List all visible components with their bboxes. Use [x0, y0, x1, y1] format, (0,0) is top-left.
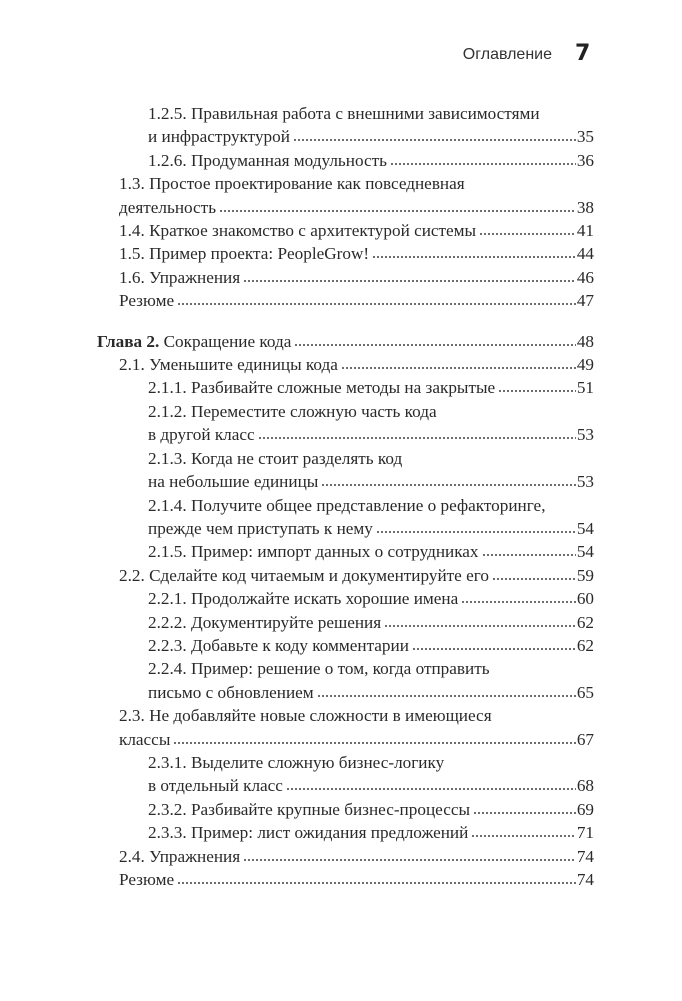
- toc-entry: [97, 798, 594, 821]
- entry-page-number: 62: [576, 612, 594, 632]
- entry-last-line: [119, 868, 594, 891]
- entry-page-number: 46: [576, 267, 594, 287]
- entry-title-line: Резюме: [119, 870, 175, 889]
- entry-page-number: 71: [576, 823, 594, 843]
- dot-leader: [341, 366, 576, 370]
- entry-page-number: 51: [576, 378, 594, 398]
- dot-leader: [412, 647, 576, 651]
- toc-entry: [97, 219, 594, 242]
- entry-last-line: [148, 125, 594, 148]
- entry-title-line: 2.2.2. Документируйте решения: [148, 612, 382, 632]
- entry-last-line: [148, 540, 594, 563]
- entry-page-number: 74: [576, 846, 594, 866]
- entry-title-line: 2.2.3. Добавьте к коду комментарии: [148, 635, 409, 655]
- entry-last-line: [148, 376, 594, 399]
- entry-last-line: [119, 845, 594, 868]
- toc-entry: [97, 611, 594, 634]
- dot-leader: [243, 279, 576, 283]
- entry-title-line: в другой класс: [148, 425, 255, 445]
- entry-title-line: прежде чем приступать к нему: [148, 518, 373, 538]
- dot-leader: [321, 483, 575, 487]
- entry-last-line: [119, 564, 594, 587]
- entry-title-line: деятельность: [119, 197, 217, 217]
- dot-leader: [473, 811, 576, 815]
- entry-title-line: 2.1.3. Когда не стоит разделять код: [148, 448, 403, 468]
- table-of-contents: [97, 102, 594, 891]
- entry-page-number: 67: [576, 729, 594, 749]
- entry-page-number: 54: [576, 542, 594, 562]
- entry-page-number: 35: [576, 127, 594, 147]
- dot-leader: [479, 232, 576, 236]
- entry-page-number: 65: [576, 682, 594, 702]
- entry-title-line: 2.1. Уменьшите единицы кода: [119, 355, 338, 375]
- entry-page-number: 48: [576, 331, 594, 351]
- dot-leader: [286, 787, 576, 791]
- entry-last-line: [148, 681, 594, 704]
- entry-page-number: 53: [576, 425, 594, 445]
- entry-title-line: письмо с обновлением: [148, 682, 314, 702]
- toc-entry: [97, 634, 594, 657]
- toc-entry: [97, 540, 594, 563]
- entry-last-line: [148, 423, 594, 446]
- toc-entry: [97, 242, 594, 265]
- dot-leader: [173, 741, 575, 745]
- entry-page-number: 60: [576, 589, 594, 609]
- entry-page-number: 36: [576, 150, 594, 170]
- entry-last-line: [148, 587, 594, 610]
- dot-leader: [471, 834, 575, 838]
- entry-last-line: [148, 149, 594, 172]
- dot-leader: [482, 553, 576, 557]
- entry-page-number: 53: [576, 472, 594, 492]
- dot-leader: [243, 858, 576, 862]
- entry-title-line: 2.1.5. Пример: импорт данных о сотрудниках: [148, 542, 479, 562]
- entry-title-line: на небольшие единицы: [148, 472, 319, 492]
- entry-title-line: в отдельный класс: [148, 776, 283, 796]
- entry-title-line: 1.2.5. Правильная работа с внешними зависимостями: [148, 104, 540, 123]
- dot-leader: [177, 881, 576, 885]
- entry-title-line: 2.3.3. Пример: лист ожидания предложений: [148, 823, 469, 843]
- dot-leader: [219, 209, 576, 213]
- toc-entry: [97, 330, 594, 353]
- dot-leader: [384, 624, 576, 628]
- entry-title-line: 2.3.2. Разбивайте крупные бизнес-процессы: [148, 799, 471, 819]
- entry-last-line: [119, 196, 594, 219]
- entry-page-number: 44: [576, 244, 594, 264]
- dot-leader: [376, 530, 576, 534]
- entry-last-line: [119, 289, 594, 312]
- toc-entry: [97, 447, 594, 494]
- entry-title-line: 2.2. Сделайте код читаемым и документируйте его: [119, 565, 489, 585]
- entry-page-number: 62: [576, 635, 594, 655]
- toc-entry: [97, 172, 594, 219]
- entry-title-line: и инфраструктурой: [148, 127, 290, 147]
- entry-title-line: 1.3. Простое проектирование как повседневная: [119, 174, 465, 194]
- toc-entry: [97, 376, 594, 399]
- toc-entry: [97, 657, 594, 704]
- toc-entry: [97, 821, 594, 844]
- dot-leader: [492, 577, 576, 581]
- entry-title-line: 2.3.1. Выделите сложную бизнес-логику: [148, 752, 445, 772]
- entry-page-number: 38: [576, 197, 594, 217]
- dot-leader: [177, 302, 576, 306]
- entry-title-line: 2.2.4. Пример: решение о том, когда отправить: [148, 659, 490, 679]
- toc-entry: [97, 704, 594, 751]
- dot-leader: [317, 694, 576, 698]
- chapter-prefix: Глава 2.: [97, 331, 160, 351]
- entry-title-line: 2.1.2. Переместите сложную часть кода: [148, 401, 437, 421]
- toc-entry: [97, 102, 594, 149]
- entry-last-line: [119, 728, 594, 751]
- entry-page-number: 69: [576, 799, 594, 819]
- dot-leader: [461, 600, 576, 604]
- page-number: 7: [575, 41, 591, 66]
- toc-entry: [97, 289, 594, 312]
- entry-last-line: [148, 821, 594, 844]
- entry-last-line: [119, 266, 594, 289]
- entry-title-line: 2.1.1. Разбивайте сложные методы на закрытые: [148, 378, 496, 398]
- entry-last-line: [97, 330, 594, 353]
- entry-last-line: [148, 634, 594, 657]
- entry-title-line: 1.2.6. Продуманная модульность: [148, 150, 387, 170]
- entry-last-line: [119, 353, 594, 376]
- entry-title-line: классы: [119, 729, 171, 749]
- entry-page-number: 54: [576, 518, 594, 538]
- entry-title-line: Сокращение кода: [163, 331, 292, 351]
- entry-page-number: 47: [576, 291, 594, 311]
- entry-last-line: [148, 798, 594, 821]
- entry-page-number: 68: [576, 776, 594, 796]
- entry-page-number: 74: [576, 870, 594, 889]
- toc-entry: [97, 587, 594, 610]
- entry-page-number: 49: [576, 355, 594, 375]
- entry-last-line: [119, 242, 594, 265]
- dot-leader: [293, 138, 576, 142]
- entry-title-line: Резюме: [119, 291, 175, 311]
- dot-leader: [498, 389, 576, 393]
- entry-title-line: 2.3. Не добавляйте новые сложности в имеющиеся: [119, 706, 492, 726]
- toc-entry: [97, 353, 594, 376]
- dot-leader: [390, 162, 576, 166]
- entry-title-line: 1.4. Краткое знакомство с архитектурой системы: [119, 221, 477, 241]
- entry-last-line: [119, 219, 594, 242]
- dot-leader: [372, 255, 576, 259]
- running-header: [0, 41, 682, 70]
- toc-entry: [97, 266, 594, 289]
- toc-entry: [97, 149, 594, 172]
- entry-title-line: 1.6. Упражнения: [119, 267, 241, 287]
- entry-last-line: [148, 517, 594, 540]
- toc-entry: [97, 845, 594, 868]
- entry-title-line: 1.5. Пример проекта: PeopleGrow!: [119, 244, 370, 264]
- dot-leader: [294, 343, 575, 347]
- entry-last-line: [148, 611, 594, 634]
- entry-last-line: [148, 774, 594, 797]
- toc-entry: [97, 564, 594, 587]
- toc-entry: [97, 400, 594, 447]
- entry-title-line: 2.2.1. Продолжайте искать хорошие имена: [148, 589, 459, 609]
- entry-last-line: [148, 470, 594, 493]
- dot-leader: [258, 436, 576, 440]
- entry-title-line: 2.4. Упражнения: [119, 846, 241, 866]
- entry-page-number: 41: [576, 221, 594, 241]
- entry-page-number: 59: [576, 565, 594, 585]
- toc-entry: [97, 868, 594, 891]
- toc-entry: [97, 751, 594, 798]
- header-title: Оглавление: [462, 46, 552, 63]
- toc-entry: [97, 494, 594, 541]
- entry-title-line: 2.1.4. Получите общее представление о рефакторинге,: [148, 495, 546, 515]
